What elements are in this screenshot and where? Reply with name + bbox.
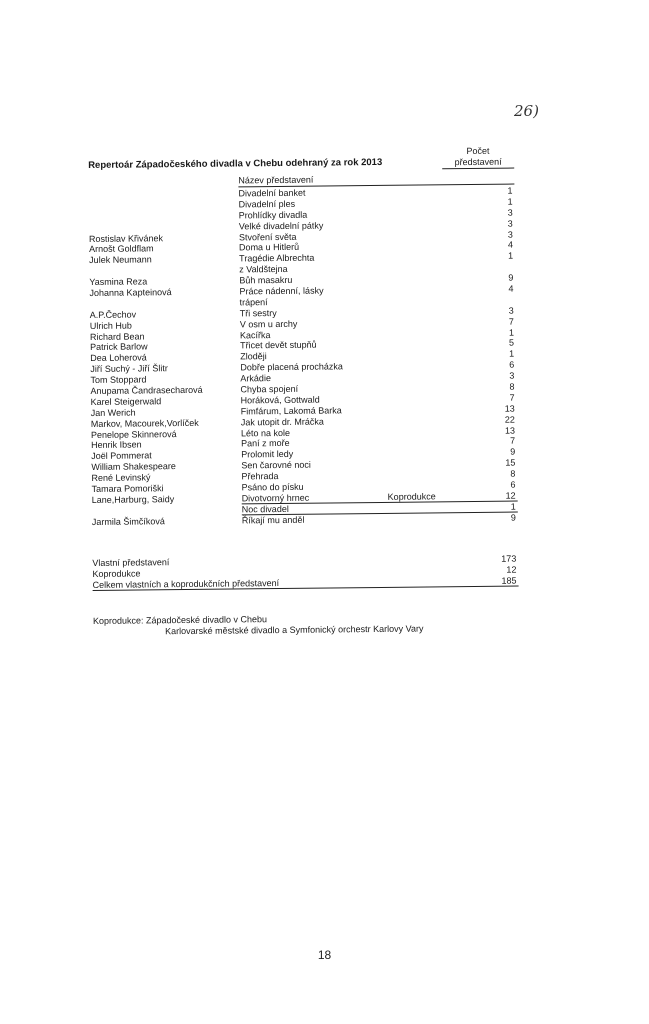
count-cell: 4 xyxy=(507,240,514,251)
summary-label: Koprodukce xyxy=(92,568,141,579)
work-cell: Psáno do písku xyxy=(241,481,304,493)
count-cell: 9 xyxy=(508,272,514,283)
work-cell: Velké divadelní pátky xyxy=(238,220,324,232)
work-cell: Jak utopit dr. Mráčka xyxy=(240,416,324,428)
coproduction-note xyxy=(93,613,424,638)
summary-table xyxy=(92,554,518,591)
count-cell: 8 xyxy=(510,468,516,479)
author-cell: Jarmila Šimčíková xyxy=(91,515,165,527)
work-cell: Dobře placená procházka xyxy=(240,361,343,373)
author-cell: Jiří Suchý - Jiří Šlitr xyxy=(90,363,168,375)
count-header-line1: Počet xyxy=(466,145,490,157)
count-cell: 9 xyxy=(510,446,516,457)
work-cell: Prohlídky divadla xyxy=(238,209,308,221)
work-cell: Fimfárum, Lakomá Barka xyxy=(240,405,342,417)
count-cell: 7 xyxy=(508,316,514,327)
count-column-header xyxy=(442,146,514,170)
count-cell: 7 xyxy=(510,436,516,447)
count-cell: 1 xyxy=(507,185,513,196)
author-cell: Lane,Harburg, Saidy xyxy=(91,494,175,505)
work-cell: Stvoření světa xyxy=(238,231,297,242)
note-cell: Koprodukce xyxy=(387,491,436,502)
count-cell: 3 xyxy=(509,370,515,381)
work-cell: Divotvorný hrnec xyxy=(241,492,310,504)
author-cell: Ulrich Hub xyxy=(89,320,132,331)
author-cell: Markov, Macourek,Vorlíček xyxy=(90,417,199,429)
coproduction-line1: Koprodukce: Západočeské divadlo v Chebu xyxy=(92,614,268,626)
count-cell: 8 xyxy=(509,381,515,392)
count-cell: 3 xyxy=(507,218,513,229)
count-cell: 4 xyxy=(508,283,514,294)
work-cell: Noc divadel xyxy=(241,503,289,515)
work-cell: z Valdštejna xyxy=(239,264,288,275)
author-cell: Jan Werich xyxy=(90,407,136,418)
count-cell: 5 xyxy=(508,338,515,349)
author-cell: Yasmina Reza xyxy=(89,276,148,288)
count-cell: 6 xyxy=(510,479,516,490)
count-cell: 22 xyxy=(504,414,515,425)
count-cell: 1 xyxy=(507,196,513,207)
name-column-header: Název představení xyxy=(238,174,314,186)
count-cell: 1 xyxy=(510,501,516,512)
count-cell: 1 xyxy=(508,327,514,338)
work-cell: Divadelní banket xyxy=(238,187,306,199)
author-cell: Johanna Kapteinová xyxy=(89,287,172,299)
repertoire-document xyxy=(88,145,517,637)
author-cell: Tamara Pomoriški xyxy=(91,483,164,495)
work-cell: V osm u archy xyxy=(239,318,298,330)
author-cell: A.P.Čechov xyxy=(89,309,137,320)
work-cell: Tři sestry xyxy=(239,307,277,319)
work-cell: trápení xyxy=(239,297,268,308)
work-cell: Chyba spojení xyxy=(240,383,299,395)
author-cell: Patrick Barlow xyxy=(90,341,148,353)
handwritten-page-mark: 26) xyxy=(514,102,539,120)
count-cell: 13 xyxy=(504,425,516,436)
work-cell: Tragédie Albrechta xyxy=(239,252,315,264)
work-cell: Paní z moře xyxy=(241,438,290,449)
summary-value: 12 xyxy=(506,564,517,575)
page-number: 18 xyxy=(317,948,332,962)
author-cell: Joël Pommerat xyxy=(91,450,152,462)
work-cell: Říkají mu anděl xyxy=(241,514,305,526)
summary-value: 173 xyxy=(501,553,517,564)
work-cell: Kacířka xyxy=(239,329,271,340)
work-cell: Třicet devět stupňů xyxy=(240,340,317,351)
author-cell: Rostislav Křivánek xyxy=(88,232,164,244)
summary-label: Celkem vlastních a koprodukčních představení xyxy=(92,577,280,590)
work-cell: Práce nádenní, lásky xyxy=(239,285,324,297)
count-cell: 3 xyxy=(508,305,514,316)
work-cell: Přehrada xyxy=(241,471,279,482)
count-cell: 6 xyxy=(509,359,515,370)
coproduction-line2: Karlovarské městské divadlo a Symfonický orchestr Karlovy Vary xyxy=(164,623,424,637)
count-cell: 15 xyxy=(505,457,516,468)
work-cell: Sen čarovné noci xyxy=(241,459,311,471)
author-cell: Karel Steigerwald xyxy=(90,396,162,407)
count-cell: 9 xyxy=(510,512,516,523)
work-cell: Léto na kole xyxy=(240,427,291,439)
work-cell: Horáková, Gottwald xyxy=(240,394,320,406)
work-cell: Doma u Hitlerů xyxy=(238,242,300,253)
author-cell: Henrik Ibsen xyxy=(91,439,142,451)
document-title: Repertoár Západočeského divadla v Chebu odehraný za rok 2013 xyxy=(88,156,383,171)
author-cell: René Levinský xyxy=(91,472,151,484)
repertoire-table xyxy=(88,186,518,528)
count-cell: 13 xyxy=(504,403,515,414)
summary-label: Vlastní představení xyxy=(92,557,170,568)
author-cell: Anupama Čandrasecharová xyxy=(90,384,203,397)
author-cell: Arnošt Goldflam xyxy=(88,243,154,255)
count-header-line2: představení xyxy=(442,157,514,170)
author-cell: Julek Neumann xyxy=(89,254,152,266)
work-cell: Divadelní ples xyxy=(238,198,296,210)
author-cell: Penelope Skinnerová xyxy=(90,428,177,440)
count-cell: 1 xyxy=(508,250,514,261)
work-cell: Arkádie xyxy=(240,373,271,384)
count-cell: 3 xyxy=(507,207,513,218)
author-cell: William Shakespeare xyxy=(91,461,176,473)
work-cell: Bůh masakru xyxy=(239,274,293,286)
author-cell: Dea Loherová xyxy=(90,352,147,364)
count-cell: 1 xyxy=(509,348,515,359)
work-cell: Zloději xyxy=(240,351,267,362)
count-cell: 7 xyxy=(509,392,515,403)
count-cell: 3 xyxy=(507,229,513,240)
count-cell: 12 xyxy=(505,490,516,501)
work-cell: Prolomit ledy xyxy=(241,449,294,460)
summary-value: 185 xyxy=(501,575,517,586)
author-cell: Tom Stoppard xyxy=(90,374,147,386)
author-cell: Richard Bean xyxy=(89,330,145,342)
